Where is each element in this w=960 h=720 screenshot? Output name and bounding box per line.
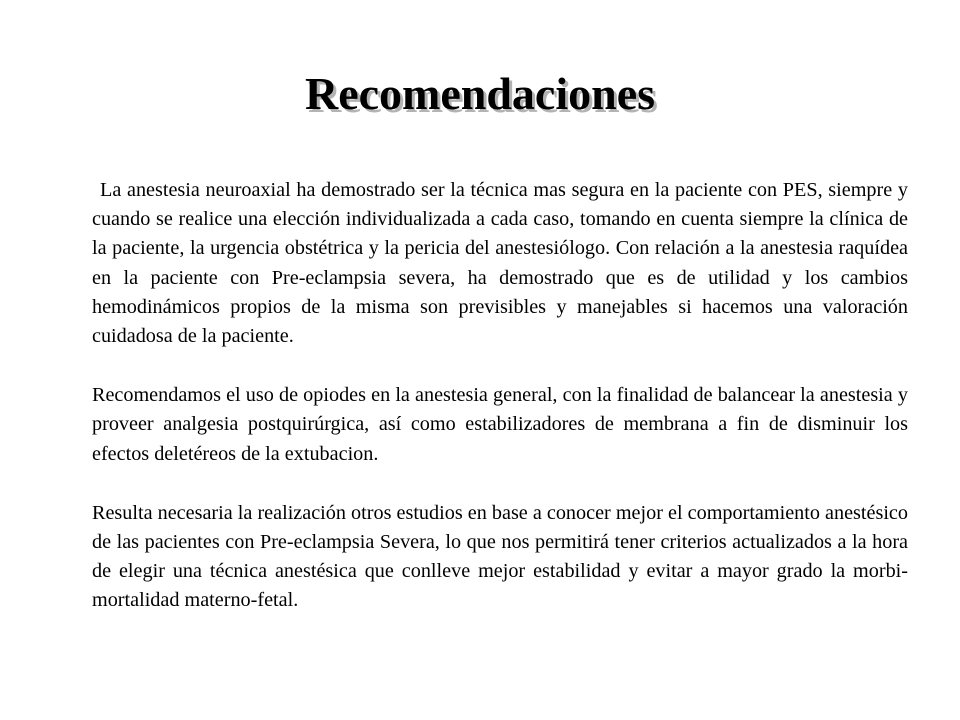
- paragraph-neuroaxial: La anestesia neuroaxial ha demostrado ser la técnica mas segura en la paciente con PES, siempre y cuando se realice una elección individualizada a cada caso, tomando en cuenta siempre la clínica de la paciente, la urgencia obstétrica y la pericia del anestesiólogo. Con relación a la anestesia raquídea en la paciente con Pre-eclampsia severa, ha demostrado que es de utilidad y los cambios hemodinámicos propios de la misma son previsibles y manejables si hacemos una valoración cuidadosa de la paciente.: [92, 179, 908, 348]
- slide-body: [92, 176, 908, 616]
- paragraph-opiodes: Recomendamos el uso de opiodes en la anestesia general, con la finalidad de balancear la anestesia y proveer analgesia postquirúrgica, así como estabilizadores de membrana a fin de disminuir los efectos deletéreos de la extubacion.: [92, 384, 908, 465]
- paragraph-estudios: Resulta necesaria la realización otros estudios en base a conocer mejor el comportamiento anestésico de las pacientes con Pre-eclampsia Severa, lo que nos permitirá tener criterios actualizados a la hora de elegir una técnica anestésica que conlleve mejor estabilidad y evitar a mayor grado la morbi-mortalidad materno-fetal.: [92, 501, 908, 612]
- slide-title: Recomendaciones: [304, 68, 656, 119]
